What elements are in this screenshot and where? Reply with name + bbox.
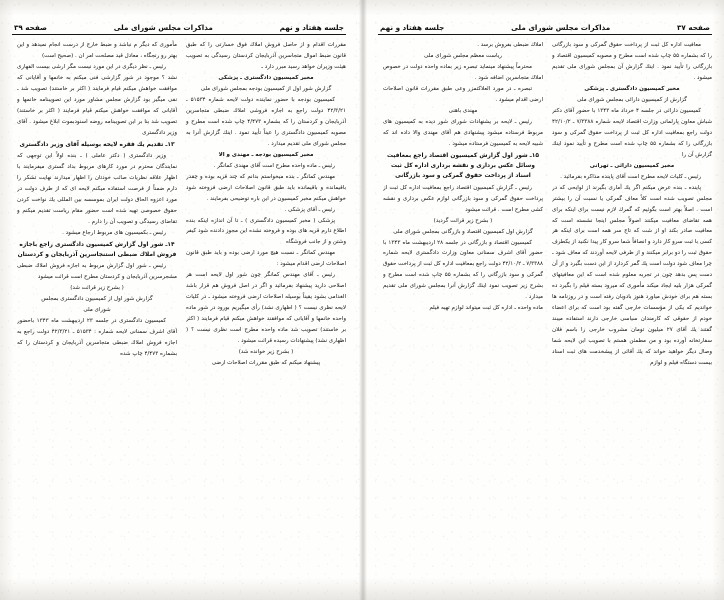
paragraph: كميسيون اقتصاد و بازرگانى در جلسه ۲۸ ارديبهشت ماه ۱۳۴۳ با حضور آقاى اشرف سمنانى معاون وزارت دادگسترى لايحه شماره ۷/۳۳۸۸ ـ ۴۲/۱۰/۲ دولت راجع بمعافيت اداره كل ثبت از پرداخت حقوق گمركى و سود بازرگانى را كه بشماره ۵۵ چاپ شده است مطرح و بشرح زير تصويب نمود اينك گزارش آنرا بمجلس شوراى ملى تقديم ميدارد .: [383, 239, 543, 301]
report-heading: گزارش شور اول از كميسيون بودجه بمجلس شوراى ملى: [200, 85, 332, 92]
right-page-header-rule: [12, 34, 346, 35]
speaker-paragraph: رئيس ـ كليات لايحه مطرح است آقاى پاينده مذاكره بفرمائيد .: [560, 173, 701, 180]
reading-note: ( بشرح زير خوانده شد): [238, 349, 294, 356]
speaker-paragraph: رئيس ـ ماده واحده مطرح است آقاى مهندى كمانگر .: [213, 162, 335, 169]
left-page-column-outer: [552, 40, 712, 596]
speaker-paragraph: رئيس ـ آقاى مهندس كمانگر چون شور اول لايحه است هر اصلاحى داريد پيشنهاد بفرمائيد و اگر در اصل فروش هم قرار باشد الغدامى بشود يقيناً بوسيله اصلاحات ارضى فروخته ميشود ـ در كليات لايحه نظرى نيست ؟ ( اظهارى نشد) رأى ميگيريم بورود در شور ماده واحده خانمها و آقايانى كه موافقند خواهش ميكنم قيام فرمايند ( اكثر بر خاستند) تصويب شد ماده واحده مطرح است نظرى نيست ؟ ( اظهارى نشد) پيشنهادات رسيده قرائت ميشود .: [186, 272, 346, 345]
paragraph: محترماً پيشنهاد مينمايد تبصره زير بماده واحده دولت در خصوص املاك متجاسرين اضافه شود .: [383, 63, 543, 81]
committee-signature: مخبر كميسيون دادگسترى ـ پزشكى: [218, 74, 314, 81]
clause-note: تبصره ـ در مورد العلاكتمزر وعى طبق مقررات قانون اصلاحات ارضى اقدام ميشود .: [383, 85, 543, 103]
paragraph: مأمورى كه ديگر م نباشد و ضبط خارج از درست انجام نميدهد و اين بهتر رو رنجگاه ، معادل قيد مصلحت امر ان . (صحيح است): [17, 42, 177, 59]
reading-note: ( بشرح زير قرائت گرديد): [433, 217, 493, 224]
right-page-column-inner: [186, 40, 346, 596]
speaker-paragraph: رئيس ـ لايحه بر يشنهادات شوراى شور ديده به كميسيون هاى مربوط فرستاده ميشود پيشنهادى هم آقاى مهندى والا داده اند كه شبيه لايحه به كميسيون فرستاده ميشود .: [383, 118, 543, 147]
paragraph: كميسيون بودجه با حضور نماينده دولت لايحه شماره ۵۱۵۳۴ ـ ۴۲/۳/۲۱ دولت راجع به اجازه فروشى املاك ضبطى متجاسرين آذربايجان و كردستان را كه بشماره ۴/۴۷۳ چاپ شده است مطرح و مصوبه كميسيون دادگسترى را عيناً تأييد نمود . اينك گزارش آنرا به مجلس شوراى ملى تقديم ميدارد .: [186, 96, 346, 147]
report-heading-2: شوراى ملى: [83, 307, 111, 314]
speaker-paragraph: رئيس ـ آقاى پزشكى .: [284, 206, 335, 213]
speaker-paragraph: مهندس كمانگر ـ نسبت هيچ مورد ارضى بوده و بايد طبق قانون اصلاحات ارضى اقدام ميشود :: [186, 250, 346, 268]
paragraph: معافيت اداره كل ثبت از پرداخت حقوق گمركى و سود بازرگانى را كه بشماره ۵۵ چاپ شده است مطرح و مصوبه كميسيون اقتصاد و بازرگانى را تأييد نمود . اينك گزارش آن بمجلس شوراى ملى تقديم ميشود .: [552, 42, 712, 81]
speaker-paragraph: وزير دادگسترى ( دكتر عاملى ) ـ بنده اولاً اين توجهى كه نمايندگان محترم در مورد كارهاى مربوط بداد گسترى ميفرمايند با اظهار علاقه نظريات صائب خودتان را اظهار ميدارند نهايت تشكر را دارم ضمناً از فرصت استفاده ميكنم لايحه اى كه از طرف دولت در مورد اعزوه الحاق دولت ايران بموسسه بين المللى يك نواخت كردن حقوق خصوصى تهيه شده است حضور مقام رياست تقديم ميكنم و تقاضاى رسيدگى و تصويب آن را دارم .: [17, 153, 177, 225]
left-page-column-inner: [383, 40, 543, 596]
left-page-number: صفحه ۳۷: [677, 23, 710, 32]
report-heading: گزارش اول كميسيون اقتصاد و بازرگانى بمجلس شوراى ملى: [393, 228, 533, 235]
speaker-paragraph: پزشكى ( مخبر كميسيون دادگسترى ) ـ تا آن اندازه اينكه بنده اطلاع دارم قريه هاى بوده و فروخته نشده اين مجوز دادنده شود كيفر وشتن و از جانب فروشگاه: [186, 217, 346, 246]
signature: مهندى باهنى: [448, 107, 478, 114]
left-page-header-rule: [378, 34, 712, 35]
paragraph: كميسيون دادگسترى در جلسه ۲۳ ارديبهشت ماه ۱۳۴۳ باحضور آقاى اشرف سمنانى لايحه شماره : ۵۱۵۳۴ ـ ۴۲/۳/۲۱ دولت راجع به اجازه فروش املاك ضبطى متجاسرين آذربايجان و كردستان را كه بشماره ۴/۴۷۳ چاپ شده: [17, 318, 177, 358]
proposal-line: پيشنهاد ميكنم كه طبق مقررات اصلاحات ارضى: [211, 360, 321, 367]
report-heading: گزارش از كميسيون دارائى بمجلس شوراى ملى: [577, 96, 687, 103]
speaker-paragraph: رئيس ـ بكميسيون هاى مربوط ارجاع ميشود .: [62, 229, 166, 236]
agenda-item-heading: ۱۳ـ تقديم يك فقره لايحه بوسيله آقاى وزير دادگسترى: [19, 141, 175, 148]
speaker-paragraph: رئيس ـ شور اول گزارش مربوط به اجازه فروش املاك ضبطى مشجرسرين آذربايجان و كردستان مطرح است قرائت ميشود: [17, 263, 177, 281]
speaker-paragraph: پاينده ـ بنده عرض ميكنم اگر يك آمارى بگيرند از لوايحى كه در مجلس تصويب شده است كلاً معاف گمركى يا نسبت آن را بيشتر است . اصلاً بهتر است بگوئيم كه گمرك لازم نيست براى اينكه براى همه تقاضاى معافيت ميكنند اصولاً مجلس اينجا نشسته است كه معافيت صادر بكند او از شت كه تاج سر همه است براى اينكه هر كسى با ثبت سرو كار دارد و انصافاً شما سرو كار پيدا نكنيد از يكطرف حقوق ثبت را دو برابر ميكنند و از طرفى لايحه آوردند كه معاف شود ـ چرا معاف شود دولت است يك گمر كردارد از اين دست بگيرد و از آن دست پس بدهد چون در تجربه معلوم شده است كه اين معافيتهاى گمركى هزار بليه ايجاد ميكند مأمورى كه ميرود بسته فيلم را بگيرد ده بسته هم براى خودش مياورد هنوز بادوبان رفته است و در روزنامه ها خوانديم كه يكى از مؤسسات خارجى گفته بود است كه براى اعضاء خودم از حقوقى كه كارمندان سياسى خارجى دارند استفاده ميبند گفتند يك آقاى ۲۷ ميليون تومان مشروب خارجى را باسم فلان سفارتخانه آورده بود و من مطمئن هستم با تصويب اين لايحه شما وصال ديگر خواهيد خواند كه يك آقائى از پيشخدمت هاى ثبت اسناد بيست دستگاه فيلم و لوازم: [552, 184, 712, 367]
committee-signature: مخبر كميسيون دارائى ـ تهرانى: [589, 162, 675, 169]
committee-signature: مخبر كميسيون بودجه ـ مهندى و الا: [218, 151, 314, 158]
right-page-session: جلسه هفتاد و نهم: [279, 23, 344, 32]
left-page-session: جلسه هفتاد و نهم: [380, 23, 445, 32]
single-article-label: ماده واحده ـ اداره كل ثبت ميتواند لوازم تهيه فيلم: [429, 305, 543, 312]
paragraph: مقررات اقدام و از حاصل فروش املاك فوق خسارتى را كه طبق قانون ضبط اموال متجاسرين آذربايجان كردستان رسيدگى به تصويب هيئت وزيران خواهد رسيد مبرر دارد ـ: [186, 42, 346, 70]
speaker-paragraph: مهندس كمانگر ـ بنده ميخواستم بدانم كه چند قريه بوده و چقدر باقيمانده و باقيمانده بايد طبق قانون اصلاحات ارضى فروخته شود خواهش ميكنم مخبر كميسيون در اين باره توضيحى بفرمايند .: [186, 173, 346, 202]
left-page-running-head: [378, 18, 712, 34]
reading-note: ( بشرح زير قرائت شد): [70, 285, 124, 292]
paragraph: كميسيون دارائى در جلسه ۴ خرداد ماه ۱۳۴۳ با حضور آقاى دكتر شباش معاون پارلمانى وزارت اقتصاد لايحه شماره ۷/۳۳۸۸ ـ ۴۲/۱۰/۲ دولت راجع بمعافيت اداره كل ثبت از پرداخت حقوق گمركى و سود بازرگانى را كه بشماره ۵۵ چاپ شده است مطرح و تأييد نمود اينك گزارش آن را: [552, 107, 712, 158]
right-page-running-head: [12, 18, 346, 34]
agenda-item-heading: ۱۵ـ شور اول گزارش كميسيون اقتصاد راجع بمعافيت وسائل عكس بردارى و نقشه بردارى اداره كل ثبت اسناد از پرداخت حقوق گمركى و سود بازرگانى: [387, 152, 539, 180]
left-page-title: مذاكرات مجلس شوراى ملى: [511, 23, 611, 32]
speaker-paragraph: رئيس ـ گزارش كميسيون اقتصاد راجع بمعافيت اداره كل ثبت از پرداخت حقوق گمركى و سود بازرگانى لوازم عكس بردارى و نقشه كشى مطرح است . قرائت ميشود: [383, 184, 543, 213]
agenda-item-heading: ۱۴ـ شور اول گزارش كميسيون دادگسترى راجع باجازه فروش املاك ضبطى استنجاسرين آذربايجان و كردستان: [17, 241, 177, 259]
right-page-title: مذاكرات مجلس شوراى ملى: [113, 23, 213, 32]
right-page-column-outer: [17, 40, 177, 596]
report-heading: گزارش شور اول از كميسيون دادگسترى بمجلس: [41, 296, 153, 303]
committee-signature: مخبر كميسيون دادگسترى ـ پزشكى: [584, 85, 680, 92]
speaker-paragraph: رئيس ـ نظر ديگرى در اين مورد نيست مگر ارشى بيست الفهارى نشد ؟ موجود در شور گزارشى فنى ميكنم به خانمها و آقايانى كه موافقت خواهش ميكنم قيام فرمايند ( اكثر بر خاستند) تصويب شد ـ نفى ميگير بود گزارش مجلس مشاور مورد اين تصويبنامه خانمها و آقايانى كه موافقت خواهش ميكنم قيام فرمايند ( اكثر بر خاستند) تصويب شد بنا بر اين تصويبنامه روضه اسنودبموت ابلاغ ميشود . آقاى وزير دادگسترى: [17, 63, 177, 136]
right-page-columns: [12, 40, 346, 596]
left-page-columns: [378, 40, 712, 596]
address-line: رياست معظم مجلس شوراى ملى: [424, 52, 502, 59]
right-page-number: صفحه ۳۹: [14, 23, 47, 32]
paragraph: املاك ضبطى بفروش برسد .: [477, 42, 543, 48]
left-page: [362, 0, 724, 600]
